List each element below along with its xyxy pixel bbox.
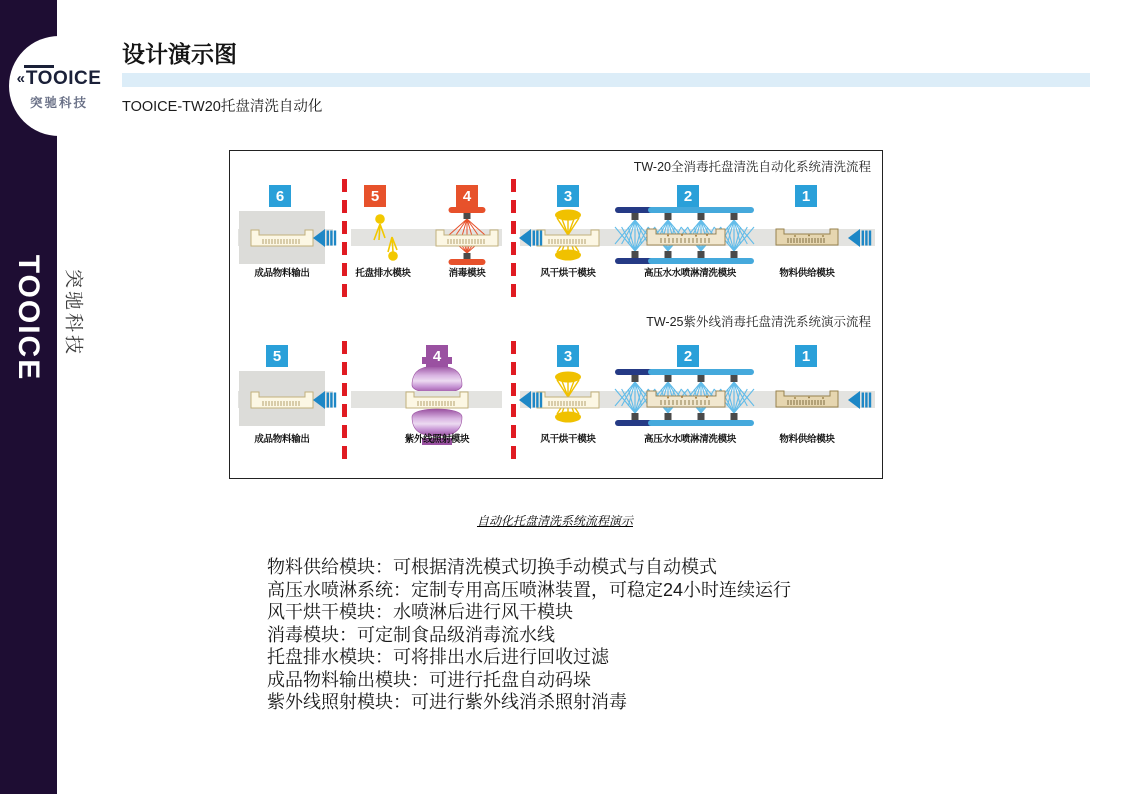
flow2-label-uv: 紫外线照射模块: [404, 434, 470, 445]
dirty-tray-icon: [646, 389, 726, 409]
section-divider-line: [342, 179, 347, 304]
flow2-badge-2: 2: [677, 345, 699, 367]
flow2-title: TW-25紫外线消毒托盘清洗系统演示流程: [646, 315, 871, 329]
conveyor-arrow-icon: [313, 388, 337, 412]
logo-accent-bar: [24, 65, 54, 68]
conveyor-arrow-icon: [848, 388, 872, 412]
flow2-badge-3: 3: [557, 345, 579, 367]
flow1-badge-4: 4: [456, 185, 478, 207]
company-logo: [9, 36, 109, 136]
supply-tray-icon: [775, 227, 839, 247]
flow1-label-spray: 高压水水喷淋清洗模块: [643, 268, 737, 279]
diagram-caption: 自动化托盘清洗系统流程演示: [476, 514, 633, 528]
flow2-label-supply: 物料供给模块: [779, 434, 835, 445]
title-underline-bar: [122, 73, 1090, 87]
description-line: 托盘排水模块：可将排出水后进行回收过滤: [267, 647, 609, 667]
conveyor-arrow-icon: [848, 226, 872, 250]
module-description-block: [267, 556, 791, 714]
dirty-tray-icon: [646, 227, 726, 247]
process-flow-diagram: [229, 150, 883, 479]
flow1-label-supply: 物料供给模块: [779, 268, 835, 279]
drain-drip-icon: [369, 213, 405, 263]
clean-tray-icon: [250, 390, 314, 410]
caption-container: [229, 512, 881, 530]
description-line: 成品物料输出模块：可进行托盘自动码垛: [267, 669, 591, 690]
flow2-label-output: 成品物料输出: [254, 434, 310, 445]
flow1-label-dry: 风干烘干模块: [540, 268, 596, 279]
description-line: 风干烘干模块：水喷淋后进行风干模块: [267, 602, 573, 622]
flow2-badge-4: 4: [426, 345, 448, 367]
flow1-label-disinfect: 消毒模块: [448, 268, 486, 279]
conveyor-arrow-icon: [313, 226, 337, 250]
sidebar-vertical-company: 突驰科技: [62, 268, 84, 358]
clean-tray-icon: [405, 390, 469, 410]
clean-tray-icon: [536, 390, 600, 410]
logo-wordmark: TOOICE: [25, 67, 102, 89]
description-line: 物料供给模块：可根据清洗模式切换手动模式与自动模式: [267, 557, 717, 577]
flow1-badge-2: 2: [677, 185, 699, 207]
logo-chevron-icon: «: [16, 70, 25, 87]
section-divider-line: [342, 341, 347, 466]
conveyor-arrow-icon: [519, 226, 543, 250]
flow1-title: TW-20全消毒托盘清洗自动化系统清洗流程: [633, 160, 871, 174]
flow2-badge-1: 1: [795, 345, 817, 367]
description-line: 高压水喷淋系统：定制专用高压喷淋装置，可稳定24小时连续运行: [267, 579, 792, 600]
clean-tray-icon: [536, 228, 600, 248]
flow1-badge-6: 6: [269, 185, 291, 207]
page-title: 设计演示图: [122, 41, 237, 67]
page-subtitle: TOOICE-TW20托盘清洗自动化: [122, 99, 323, 115]
description-line: 紫外线照射模块：可进行紫外线消杀照射消毒: [267, 692, 627, 712]
flow2-badge-5: 5: [266, 345, 288, 367]
conveyor-arrow-icon: [519, 388, 543, 412]
logo-company-name: 突驰科技: [29, 95, 88, 110]
description-line: 消毒模块：可定制食品级消毒流水线: [267, 624, 555, 645]
flow2-label-spray: 高压水水喷淋清洗模块: [643, 434, 737, 445]
clean-tray-icon: [435, 228, 499, 248]
section-divider-line: [511, 179, 516, 304]
supply-tray-icon: [775, 389, 839, 409]
flow1-badge-3: 3: [557, 185, 579, 207]
flow1-label-output: 成品物料输出: [254, 268, 310, 279]
flow1-label-drain: 托盘排水模块: [355, 268, 411, 279]
clean-tray-icon: [250, 228, 314, 248]
flow2-label-dry: 风干烘干模块: [540, 434, 596, 445]
sidebar-vertical-brand: TOOICE: [12, 254, 45, 382]
section-divider-line: [511, 341, 516, 466]
flow1-badge-5: 5: [364, 185, 386, 207]
flow1-badge-1: 1: [795, 185, 817, 207]
